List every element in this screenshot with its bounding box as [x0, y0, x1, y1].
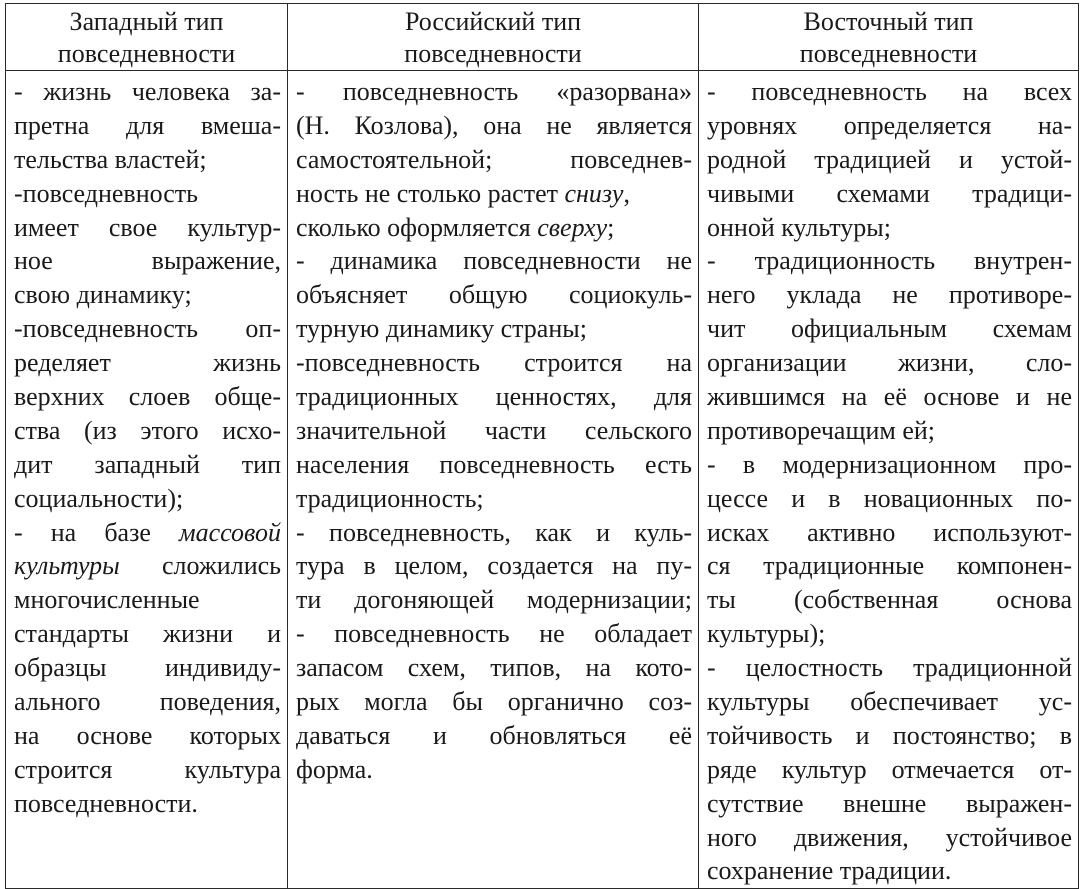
eastern-text-line: цессе и в новационных по-	[707, 483, 1072, 513]
header-russian-line2: повседневности	[404, 39, 582, 68]
text-segment: сложились	[119, 551, 281, 581]
eastern-text-line: родной традицией и устой-	[707, 144, 1072, 174]
italic-term: массовой	[179, 517, 281, 547]
western-text-line: повседневности.	[14, 788, 198, 818]
russian-text-line: самостоятельной; повседнев-	[296, 144, 692, 174]
russian-text-line: даваться и обновляться её	[296, 720, 692, 750]
western-text-line	[14, 549, 281, 583]
russian-text-line: - повседневность не обладает	[296, 619, 692, 649]
russian-text-line: традиционных ценностях, для	[296, 382, 692, 412]
comparison-table	[5, 3, 1079, 889]
text-segment: ;	[607, 212, 615, 242]
western-text-line: свою динамику;	[14, 280, 192, 310]
western-text-line: строится культура	[14, 754, 281, 784]
eastern-text-line: культуры);	[707, 619, 826, 649]
eastern-text-line: противоречащим ей;	[707, 415, 936, 445]
western-text-line: ства (из этого исхо-	[14, 415, 281, 445]
text-segment: ность не столько растет	[296, 178, 565, 208]
eastern-text-line: ты (собственная основа	[707, 585, 1072, 615]
italic-term: снизу	[564, 178, 624, 208]
western-text-line: ное выражение,	[14, 246, 281, 276]
russian-text-line: объясняет общую социокуль-	[296, 280, 692, 310]
western-text-line: социальности);	[14, 483, 184, 513]
russian-text-line: - динамика повседневности не	[296, 246, 692, 276]
body-row	[6, 71, 1079, 889]
header-eastern-line2: повседневности	[799, 39, 978, 68]
western-text-line: образцы индивиду-	[14, 653, 281, 683]
western-text-line: на основе которых	[14, 720, 281, 750]
eastern-text-line: жившимся на её основе и не	[707, 382, 1072, 412]
header-western-line2: повседневности	[57, 39, 236, 68]
text-segment: ,	[623, 178, 630, 208]
cell-eastern	[699, 71, 1079, 889]
western-text-line: стандарты жизни и	[14, 619, 281, 649]
russian-text-line	[296, 211, 692, 245]
russian-text-line: традиционность;	[296, 483, 484, 513]
western-text-line	[14, 516, 281, 550]
russian-text-line: форма.	[296, 754, 373, 784]
eastern-text-line: - в модернизационном про-	[707, 449, 1072, 479]
header-russian	[288, 4, 699, 71]
western-text-line: -повседневность оп-	[14, 314, 281, 344]
eastern-text-line: - целостность традиционной	[707, 653, 1072, 683]
western-text-line: верхних слоев обще-	[14, 382, 281, 412]
eastern-text-line: - повседневность на всех	[707, 77, 1072, 106]
russian-text-line: турную динамику страны;	[296, 314, 587, 344]
cell-russian	[288, 71, 699, 889]
russian-text-line	[296, 177, 692, 211]
header-row	[6, 4, 1079, 71]
russian-text-line: значительной части сельского	[296, 415, 692, 445]
western-text-line: -повседневность	[14, 178, 199, 208]
russian-text-line: -повседневность строится на	[296, 348, 692, 378]
header-eastern-line1: Восточный тип	[803, 7, 974, 36]
text-segment: - на базе	[14, 517, 180, 547]
eastern-text-line: организации жизни, сло-	[707, 348, 1072, 378]
header-western	[6, 4, 288, 71]
russian-text-line: - повседневность, как и куль-	[296, 517, 692, 547]
italic-term: сверху	[537, 212, 608, 242]
russian-text-line: рых могла бы органично соз-	[296, 687, 692, 717]
eastern-text-line: онной культуры;	[707, 212, 891, 242]
header-western-line1: Западный тип	[69, 7, 224, 36]
eastern-text-line: уровнях определяется на-	[707, 110, 1072, 140]
italic-term: культуры	[14, 551, 120, 581]
russian-text-line: тура в целом, создается на пу-	[296, 551, 692, 581]
eastern-text-line: сохранение традиции.	[707, 856, 952, 886]
western-text-line: тельства властей;	[14, 144, 207, 174]
western-text-line: многочисленные	[14, 585, 200, 615]
russian-text-line: населения повседневность есть	[296, 449, 692, 479]
eastern-text-line: чит официальным схемам	[707, 314, 1072, 344]
eastern-text-line: ряде культур отмечается от-	[707, 754, 1072, 784]
eastern-text-line: сутствие внешне выражен-	[707, 788, 1072, 818]
eastern-text-line: тойчивость и постоянство; в	[707, 720, 1072, 750]
russian-text-line: - повседневность «разорвана»	[296, 77, 692, 106]
eastern-text-line: культуры обеспечивает ус-	[707, 687, 1072, 717]
russian-text-line: (Н. Козлова), она не является	[296, 110, 692, 140]
russian-text-line: запасом схем, типов, на кото-	[296, 653, 692, 683]
western-text-line: - жизнь человека за-	[14, 77, 281, 106]
text-segment: сколько оформляется	[296, 212, 538, 242]
header-eastern	[699, 4, 1079, 71]
eastern-text-line: - традиционность внутрен-	[707, 246, 1072, 276]
cell-western	[6, 71, 288, 889]
eastern-text-line: ся традиционные компонен-	[707, 551, 1072, 581]
eastern-text-line: него уклада не противоре-	[707, 280, 1072, 310]
western-text-line: дит западный тип	[14, 449, 281, 479]
eastern-text-line: исках активно используют-	[707, 517, 1072, 547]
russian-text-line: ти догоняющей модернизации;	[296, 585, 692, 615]
eastern-text-line: чивыми схемами традици-	[707, 178, 1072, 208]
header-russian-line1: Российский тип	[404, 7, 582, 36]
western-text-line: претна для вмеша-	[14, 110, 281, 140]
western-text-line: имеет свое культур-	[14, 212, 281, 242]
western-text-line: ределяет жизнь	[14, 348, 281, 378]
eastern-text-line: ного движения, устойчивое	[707, 822, 1072, 852]
western-text-line: ального поведения,	[14, 687, 281, 717]
